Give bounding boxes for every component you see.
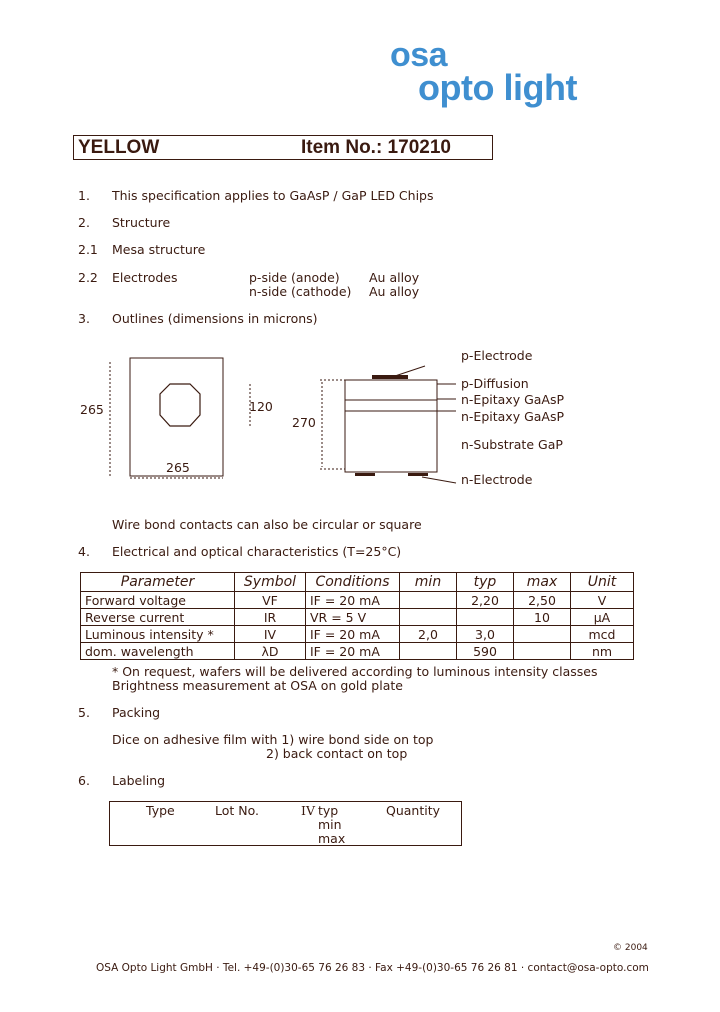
table-cell: mcd [571, 626, 634, 643]
table-header: Parameter [81, 573, 235, 592]
table-cell: 2,50 [514, 592, 571, 609]
table-cell: VR = 5 V [306, 609, 400, 626]
table-row [81, 592, 634, 609]
electrode-p-material: Au alloy [369, 270, 420, 285]
dim-inner: 120 [249, 399, 273, 414]
table-cell: Reverse current [81, 609, 235, 626]
label-iv: IV [301, 803, 315, 818]
table-row [81, 609, 634, 626]
section-num: 3. [78, 311, 90, 326]
chip-color: YELLOW [78, 137, 160, 158]
table-cell: Luminous intensity * [81, 626, 235, 643]
layer-label: p-Diffusion [461, 376, 529, 391]
table-cell: V [571, 592, 634, 609]
section-text: Packing [112, 705, 161, 720]
table-cell [457, 609, 514, 626]
table-cell: 10 [514, 609, 571, 626]
table-cell: IR [235, 609, 306, 626]
section-text: Labeling [112, 773, 166, 788]
packing-line: 2) back contact on top [266, 746, 408, 761]
table-cell: IV [235, 626, 306, 643]
footer-address: OSA Opto Light GmbH · Tel. +49-(0)30-65 76 26 83 · Fax +49-(0)30-65 76 26 81 · contact@osa-opto.com [96, 962, 649, 974]
n-electrode-pad-left [355, 473, 375, 476]
table-cell: IF = 20 mA [306, 643, 400, 660]
table-cell [400, 592, 457, 609]
section-num: 6. [78, 773, 90, 788]
table-cell [514, 626, 571, 643]
characteristics-table [80, 572, 634, 660]
table-cell: µA [571, 609, 634, 626]
table-header: typ [457, 573, 514, 592]
section-num: 2.2 [78, 270, 98, 285]
section-num: 2. [78, 215, 90, 230]
label-min: min [318, 817, 342, 832]
section-text: Electrodes [112, 270, 178, 285]
item-number: Item No.: 170210 [301, 137, 451, 158]
chip-side-view [345, 380, 437, 472]
p-electrode-pad [372, 375, 408, 379]
table-header: Symbol [235, 573, 306, 592]
section-text: Structure [112, 215, 171, 230]
table-note: Brightness measurement at OSA on gold plate [112, 678, 403, 693]
table-header: Conditions [306, 573, 400, 592]
layer-label: n-Electrode [461, 472, 533, 487]
title-box [73, 135, 493, 160]
section-num: 2.1 [78, 242, 98, 257]
chip-top-view [130, 358, 223, 476]
table-note: * On request, wafers will be delivered according to luminous intensity classes [112, 664, 598, 679]
layer-label: n-Epitaxy GaAsP [461, 392, 565, 407]
electrode-n-side: n-side (cathode) [249, 284, 352, 299]
table-row [81, 626, 634, 643]
table-header: max [514, 573, 571, 592]
table-cell: VF [235, 592, 306, 609]
label-quantity: Quantity [386, 803, 441, 818]
table-cell: 2,20 [457, 592, 514, 609]
layer-label: n-Substrate GaP [461, 437, 563, 452]
section-text: Outlines (dimensions in microns) [112, 311, 318, 326]
section-num: 1. [78, 188, 90, 203]
section-num: 4. [78, 544, 90, 559]
table-cell [514, 643, 571, 660]
label-typ: typ [318, 803, 339, 818]
table-cell: 2,0 [400, 626, 457, 643]
electrode-p-side: p-side (anode) [249, 270, 340, 285]
electrode-n-material: Au alloy [369, 284, 420, 299]
table-header: min [400, 573, 457, 592]
dim-width: 265 [166, 460, 190, 475]
table-header: Unit [571, 573, 634, 592]
layer-label: n-Epitaxy GaAsP [461, 409, 565, 424]
table-cell: IF = 20 mA [306, 592, 400, 609]
table-cell: IF = 20 mA [306, 626, 400, 643]
table-cell: 590 [457, 643, 514, 660]
dim-side: 270 [292, 415, 316, 430]
dim-height: 265 [80, 402, 104, 417]
table-cell [400, 643, 457, 660]
layer-label: p-Electrode [461, 348, 533, 363]
section-num: 5. [78, 705, 90, 720]
section-text: Mesa structure [112, 242, 206, 257]
label-lot: Lot No. [215, 803, 260, 818]
table-cell: 3,0 [457, 626, 514, 643]
table-cell: nm [571, 643, 634, 660]
logo-line1: osa [390, 36, 448, 74]
table-cell: Forward voltage [81, 592, 235, 609]
n-electrode-pad-right [408, 473, 428, 476]
section-text: Electrical and optical characteristics (T=25°C) [112, 544, 402, 559]
table-header-row [81, 573, 634, 592]
section-text: This specification applies to GaAsP / GaP LED Chips [112, 188, 434, 203]
table-cell [400, 609, 457, 626]
outline-note: Wire bond contacts can also be circular or square [112, 517, 422, 532]
bond-pad [160, 384, 200, 426]
table-cell: dom. wavelength [81, 643, 235, 660]
logo-line2: opto light [418, 67, 577, 108]
label-max: max [318, 831, 346, 846]
table-row [81, 643, 634, 660]
packing-line: Dice on adhesive film with 1) wire bond side on top [112, 732, 434, 747]
copyright: © 2004 [613, 943, 648, 953]
label-type: Type [146, 803, 175, 818]
table-cell: λD [235, 643, 306, 660]
